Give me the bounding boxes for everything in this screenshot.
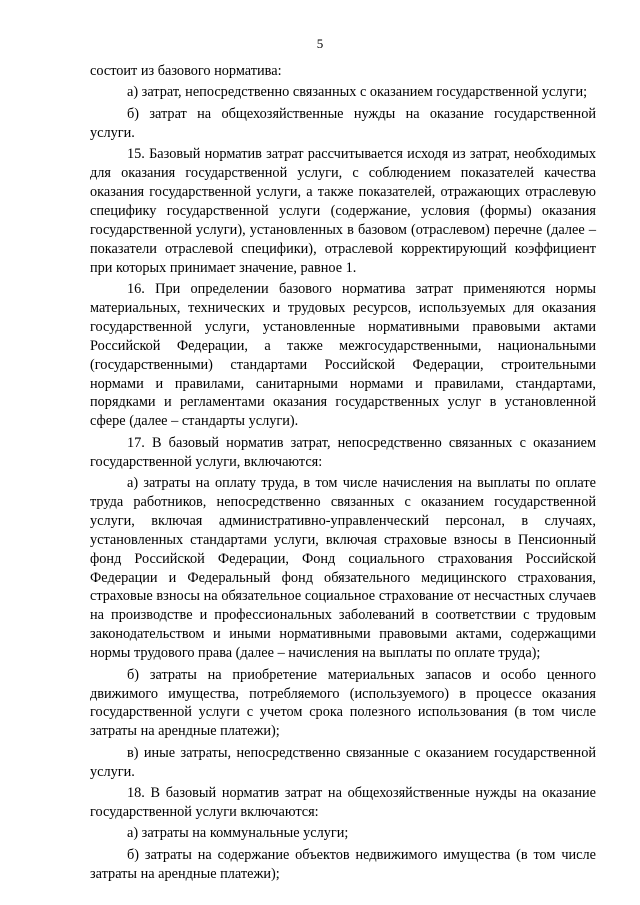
paragraph-18a: а) затраты на коммунальные услуги; [127,825,349,842]
paragraph-14a: а) затрат, непосредственно связанных с оказанием государственной услуги; [127,84,588,101]
paragraph-intro: состоит из базового норматива: [90,63,282,79]
paragraph-16: 16. При определении базового норматива затрат применяются нормы материальных, технических и трудовых ресурсов, используемых для оказания государственной услуги, установленные нормативными правовыми актами Российской Федерации, а также межгосударственными, национальными (государственными) стандартами Российской Федерации, строительными нормами и правилами, санитарными нормами и правилами, стандартами, порядками и регламентами оказания государственных услуг в установленной сфере (далее – стандарты услуги). [90,280,596,430]
paragraph-17a: а) затраты на оплату труда, в том числе начисления на выплаты по оплате труда работников, непосредственно связанных с оказанием государственной услуги, включая административно-управленческий персонал, в случаях, установленных стандартами услуги, включая страховые взносы в Пенсионный фонд Российской Федерации, Фонд социального страхования Российской Федерации и Федеральный фонд обязательного медицинского страхования, страховые взносы на обязательное социальное страхование от несчастных случаев на производстве и профессиональных заболеваний в соответствии с трудовым законодательством и иными нормативными правовыми актами, содержащими нормы трудового права (далее – начисления на выплаты по оплате труда); [90,475,596,662]
paragraph-18: 18. В базовый норматив затрат на общехозяйственные нужды на оказание государственной услуги включаются: [90,785,596,820]
paragraph-17v: в) иные затраты, непосредственно связанные с оказанием государственной услуги. [90,744,596,780]
paragraph-15: 15. Базовый норматив затрат рассчитывается исходя из затрат, необходимых для оказания государственной услуги, с соблюдением показателей качества оказания государственной услуги, а также показателей, отражающих отраслевую специфику государственной услуги (содержание, условия (формы) оказания государственной услуги), установленных в базовом (отраслевом) перечне (далее – показатели отраслевой специфики), отраслевой корректирующий коэффициент при которых принимает значение, равное 1. [90,146,596,276]
paragraph-17b: б) затраты на приобретение материальных запасов и особо ценного движимого имущества, потребляемого (используемого) в процессе оказания государственной услуги с учетом срока полезного использования (в том числе затраты на арендные платежи); [90,666,596,740]
paragraph-17: 17. В базовый норматив затрат, непосредственно связанных с оказанием государственной услуги, включаются: [90,434,596,470]
paragraph-18b: б) затраты на содержание объектов недвижимого имущества (в том числе затраты на арендные платежи); [90,846,596,882]
paragraph-14b: б) затрат на общехозяйственные нужды на оказание государственной услуги. [90,105,596,141]
document-body [90,62,596,886]
page-number: 5 [316,36,324,51]
